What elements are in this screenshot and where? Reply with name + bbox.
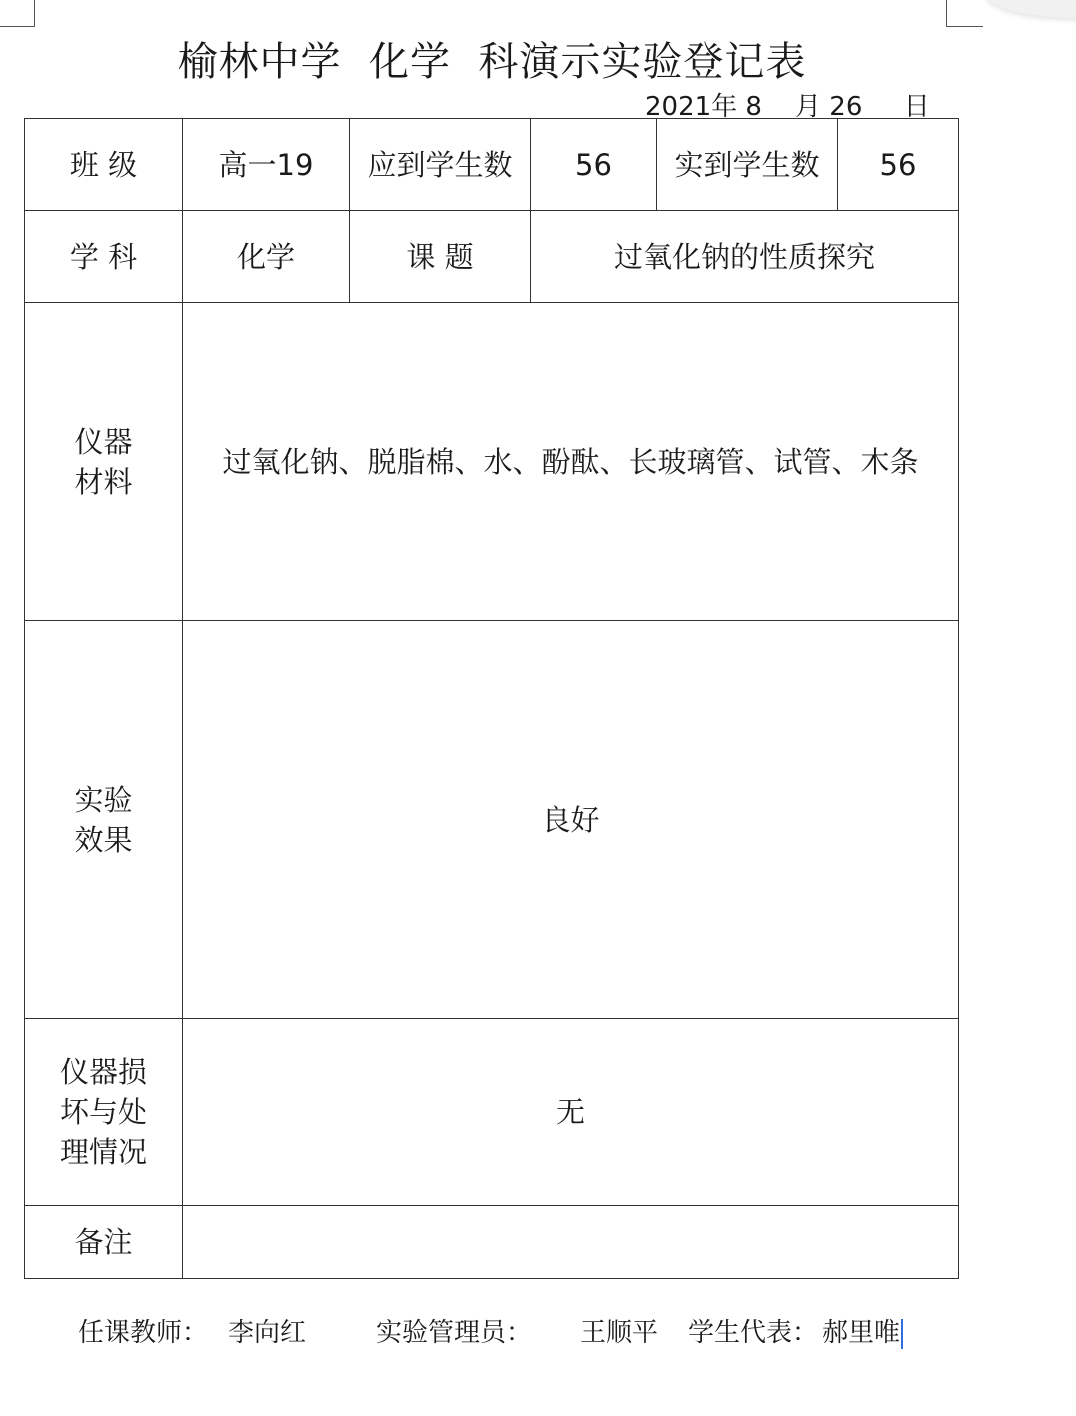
table-row-subject xyxy=(25,211,959,303)
materials-label: 仪器材料 xyxy=(74,424,133,499)
form-title: 榆林中学 化学 科演示实验登记表 xyxy=(177,39,807,85)
damage-label: 仪器损坏与处理情况 xyxy=(59,1055,147,1169)
table-row-class xyxy=(25,119,959,211)
table-row-effect xyxy=(25,621,959,1019)
expected-students-label: 应到学生数 xyxy=(350,119,531,211)
remarks-label: 备注 xyxy=(25,1206,183,1279)
admin-label: 实验管理员： xyxy=(376,1318,533,1348)
crop-mark-top-left xyxy=(0,0,35,27)
crop-mark-top-right xyxy=(946,0,983,27)
student-name: 郝里唯 xyxy=(822,1318,901,1348)
teacher-label: 任课教师： xyxy=(78,1318,209,1348)
subject-label: 学 科 xyxy=(25,211,183,303)
teacher-name[interactable]: 李向红 xyxy=(228,1318,307,1348)
actual-students-value[interactable]: 56 xyxy=(838,119,959,211)
date-line: 2021年 8 月 26 日 xyxy=(645,92,930,122)
admin-name[interactable]: 王顺平 xyxy=(580,1318,659,1348)
actual-students-label: 实到学生数 xyxy=(657,119,838,211)
student-label: 学生代表： xyxy=(688,1318,819,1348)
table-row-materials xyxy=(25,303,959,621)
expected-students-value[interactable]: 56 xyxy=(531,119,657,211)
page-curl xyxy=(986,0,1076,18)
student-name-field[interactable] xyxy=(822,1312,903,1349)
damage-label-cell xyxy=(25,1019,183,1206)
topic-value[interactable]: 过氧化钠的性质探究 xyxy=(531,211,959,303)
effect-label-cell xyxy=(25,621,183,1019)
materials-value: 过氧化钠、脱脂棉、水、酚酞、长玻璃管、试管、木条 xyxy=(222,444,919,479)
registration-table xyxy=(24,118,959,1279)
text-cursor xyxy=(901,1319,903,1349)
effect-label: 实验效果 xyxy=(74,782,133,857)
materials-label-cell xyxy=(25,303,183,621)
table-row-remarks xyxy=(25,1206,959,1279)
table-row-damage xyxy=(25,1019,959,1206)
class-label: 班 级 xyxy=(25,119,183,211)
subject-value[interactable]: 化学 xyxy=(183,211,350,303)
class-value[interactable]: 高一19 xyxy=(183,119,350,211)
remarks-value[interactable] xyxy=(183,1206,959,1279)
topic-label: 课 题 xyxy=(350,211,531,303)
effect-value[interactable]: 良好 xyxy=(183,621,959,1019)
materials-value-cell[interactable] xyxy=(183,303,959,621)
damage-value[interactable]: 无 xyxy=(183,1019,959,1206)
